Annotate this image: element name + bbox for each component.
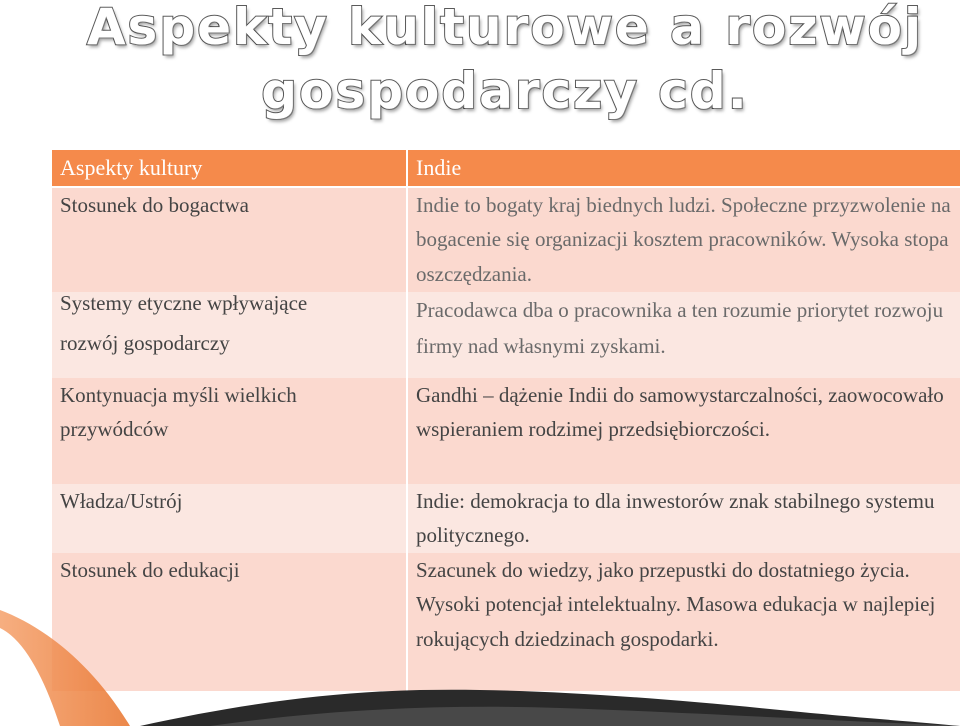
aspect-text: Systemy etyczne wpływające	[60, 290, 308, 315]
table-row	[52, 292, 960, 378]
aspect-text: rozwój gospodarczy	[60, 331, 230, 355]
swoosh-dark	[140, 690, 960, 726]
slide-title	[0, 0, 960, 125]
slide-title-line-1: Aspekty kulturowe a rozwój	[86, 0, 924, 56]
header-india: Indie	[407, 150, 960, 187]
table-row	[52, 378, 960, 484]
table-row	[52, 484, 960, 553]
aspect-cell	[52, 378, 407, 484]
india-cell: Indie to bogaty kraj biednych ludzi. Społeczne przyzwolenie na bogacenie się organizacji kosztem pracowników. Wysoka stopa oszczędzania.	[407, 187, 960, 292]
aspect-cell	[52, 292, 407, 378]
india-cell: Indie: demokracja to dla inwestorów znak stabilnego systemu politycznego.	[407, 484, 960, 553]
aspect-text: Kontynuacja myśli wielkich przywódców	[60, 382, 297, 441]
comparison-table-container	[52, 150, 960, 691]
table-row	[52, 553, 960, 691]
aspect-text: Stosunek do edukacji	[60, 557, 240, 582]
india-cell: Szacunek do wiedzy, jako przepustki do dostatniego życia. Wysoki potencjał intelektualny. Masowa edukacja w najlepiej rokujących dziedzinach gospodarki.	[407, 553, 960, 691]
header-aspects: Aspekty kultury	[52, 150, 407, 187]
aspect-cell	[52, 484, 407, 553]
table-header-row	[52, 150, 960, 187]
india-cell: Gandhi – dążenie Indii do samowystarczalności, zaowocowało wspieraniem rodzimej przedsiębiorczości.	[407, 378, 960, 484]
slide-title-line-2: gospodarczy cd.	[261, 62, 749, 120]
comparison-table	[52, 150, 960, 691]
aspect-cell	[52, 187, 407, 292]
aspect-text: Władza/Ustrój	[60, 488, 183, 513]
india-cell: Pracodawca dba o pracownika a ten rozumie priorytet rozwoju firmy nad własnymi zyskami.	[407, 292, 960, 378]
table-row	[52, 187, 960, 292]
swoosh-shadow	[210, 707, 960, 726]
aspect-text: Stosunek do bogactwa	[60, 192, 249, 217]
aspect-cell	[52, 553, 407, 691]
